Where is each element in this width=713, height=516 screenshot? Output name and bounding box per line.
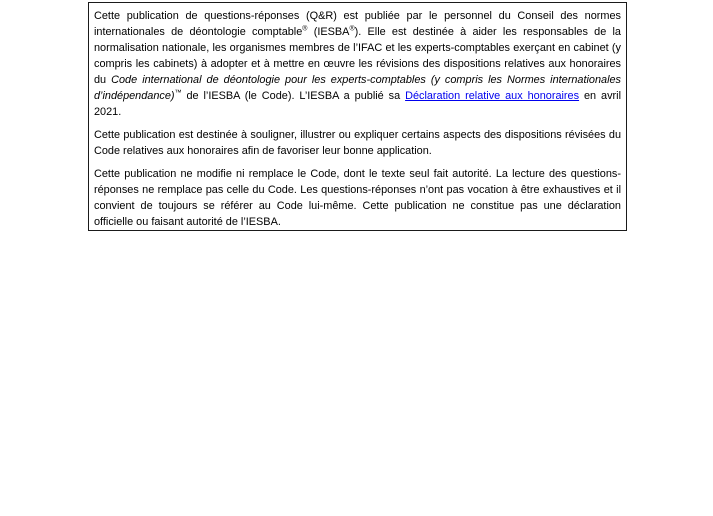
paragraph-disclaimer: Cette publication ne modifie ni remplace le Code, dont le texte seul fait autorité. La lecture des questions-réponses ne remplace pas celle du Code. Les questions-réponses n’ont pas vocation à être exhaustives et il convient de toujours se référer au Code lui-même. Cette publication ne constitue pas une déclaration officielle ou faisant autorité de l’IESBA. xyxy=(94,168,621,228)
qa-intro-text-box xyxy=(88,2,627,231)
intro-text-run: en avril 2021. xyxy=(94,90,622,118)
registered-trademark-symbol: ® xyxy=(302,25,308,33)
intro-text-run: de l’IESBA (le Code). L’IESBA a publié sa xyxy=(181,90,406,102)
registered-trademark-symbol: ® xyxy=(349,25,355,33)
paragraph-purpose: Cette publication est destinée à souligner, illustrer ou expliquer certains aspects des dispositions révisées du Code relatives aux honoraires afin de favoriser leur bonne application. xyxy=(94,129,621,157)
trademark-symbol: ™ xyxy=(174,89,182,97)
intro-text-run: (IESBA xyxy=(307,26,350,38)
paragraph-intro xyxy=(94,8,621,120)
code-title-italic: Code international de déontologie pour les experts-comptables (y compris les Normes internationales d’indépendance) xyxy=(94,74,621,102)
fee-statement-link[interactable]: Déclaration relative aux honoraires xyxy=(405,90,580,102)
intro-text-run: ). Elle est destinée à aider les responsables de la normalisation nationale, les organismes membres de l’IFAC et les experts-comptables exerçant en cabinet (y compris les cabinets) à adopter et à mettre en œuvre les révisions des dispositions relatives aux honoraires du xyxy=(94,26,621,86)
intro-text-run: Cette publication de questions-réponses (Q&R) est publiée par le personnel du Conseil des normes internationales de déontologie comptable xyxy=(94,10,621,38)
